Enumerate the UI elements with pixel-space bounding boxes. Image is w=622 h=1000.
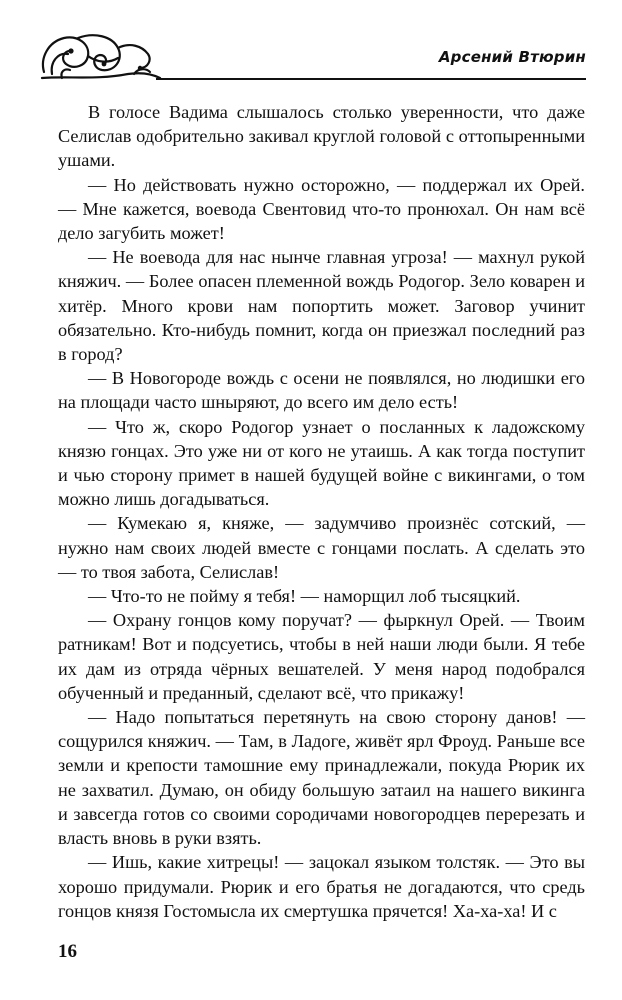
paragraph: — Надо попытаться перетянуть на свою сторону данов! — сощурился княжич. — Там, в Ладоге, живёт ярл Фроуд. Раньше все земли и крепости тамошние ему принадлежали, покуда Рюрик их не захватил. Думаю, он обиду большую затаил на нашего викинга и завсегда готов со своими сородичами новогородцев перерезать и власть вновь в руки взять. [58,707,585,849]
paragraph: — Кумекаю я, княже, — задумчиво произнёс сотский, — нужно нам своих людей вместе с гонцами послать. А сделать это — то твоя забота, Селислав! [58,513,585,582]
paragraph: — Что ж, скоро Родогор узнает о посланных к ладожскому князю гонцах. Это уже ни от кого не утаишь. А как тогда поступит и чью сторону примет в нашей будущей войне с викингами, о том можно лишь догадываться. [58,416,585,510]
header-divider [156,78,586,80]
page-number: 16 [58,941,77,962]
paragraph: — Охрану гонцов кому поручат? — фыркнул Орей. — Твоим ратникам! Вот и подсуетись, чтобы в ней наши люди были. Я тебе их дам из отряда чёрных вешателей. У меня народ подобрался обученный и преданный, сделают всё, что прикажу! [58,610,585,703]
paragraph: — Но действовать нужно осторожно, — поддержал их Орей. — Мне кажется, воевода Свентовид что-то пронюхал. Он нам всё дело загубить может! [58,174,585,244]
celtic-knot-ornament-icon [38,28,168,84]
author-name: Арсений Втюрин [438,48,586,66]
paragraph: — Не воевода для нас нынче главная угроза! — махнул рукой княжич. — Более опасен племенной вождь Родогор. Зело коварен и хитёр. Много крови нам попортить может. Заговор учинит обязательно. Кто-нибудь помнит, когда он приезжал последний раз в город? [58,247,585,365]
running-header [38,28,586,84]
paragraph: — В Новогороде вождь с осени не появлялся, но людишки его на площади часто шныряют, до всего им дело есть! [58,368,585,413]
paragraph: — Что-то не пойму я тебя! — наморщил лоб тысяцкий. [88,586,521,607]
paragraph: В голосе Вадима слышалось столько уверенности, что даже Селислав одобрительно закивал круглой головой с оттопыренными ушами. [58,102,585,171]
body-text [58,100,585,923]
paragraph: — Ишь, какие хитрецы! — зацокал языком толстяк. — Это вы хорошо придумали. Рюрик и его братья не догадаются, что средь гонцов князя Гостомысла их смертушка прячется! Ха-ха-ха! И с [58,852,585,921]
